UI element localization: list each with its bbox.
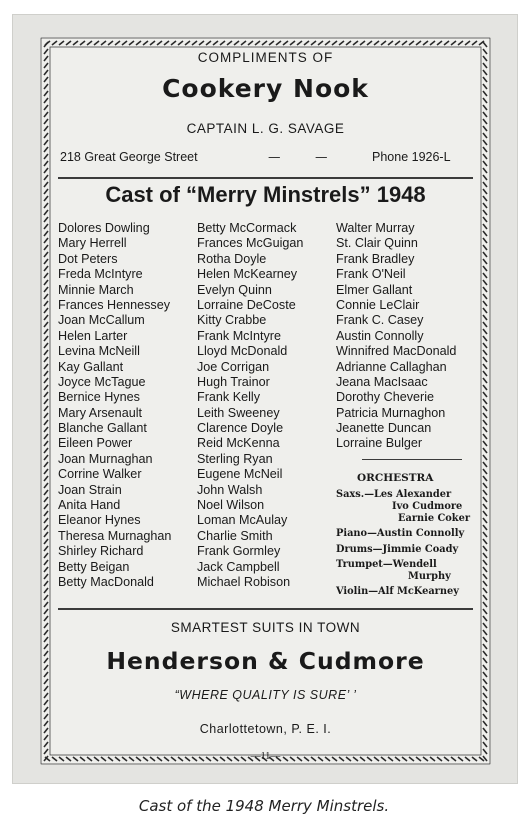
orchestra-trumpet: Trumpet—Wendell [336, 559, 437, 570]
divider-rule [58, 608, 473, 610]
cast-member-name: Frank Gormley [197, 544, 281, 559]
cast-member-name: Blanche Gallant [58, 421, 147, 436]
cast-member-name: Joe Corrigan [197, 359, 270, 374]
cast-member-name: St. Clair Quinn [336, 236, 418, 251]
cast-member-name: Hugh Trainor [197, 374, 270, 389]
cast-member-name: Jeana MacIsaac [336, 374, 428, 389]
cast-member-name: Mary Herrell [58, 236, 127, 251]
cast-member-name: Helen McKearney [197, 267, 298, 282]
cast-member-name: Theresa Murnaghan [58, 528, 172, 543]
sponsor-city: Charlottetown, P. E. I. [199, 722, 332, 736]
cast-member-name: Levina McNeill [58, 344, 140, 359]
cast-member-name: Frank C. Casey [336, 313, 424, 328]
cast-member-name: Charlie Smith [197, 528, 273, 543]
orchestra-violin: Violin—Alf McKearney [336, 586, 459, 597]
page-number: —11— [250, 751, 281, 762]
cast-member-name: John Walsh [197, 482, 263, 497]
cast-member-name: Betty McCormack [197, 221, 297, 235]
cast-member-name: Bernice Hynes [58, 390, 140, 405]
cast-member-name: Loman McAulay [197, 513, 288, 528]
cast-member-name: Eileen Power [58, 436, 133, 451]
cast-member-name: Lloyd McDonald [197, 344, 288, 359]
orchestra-trumpet: Murphy [408, 571, 451, 582]
cast-member-name: Kitty Crabbe [197, 313, 267, 328]
sponsor-name-cookery-nook: Cookery Nook [162, 74, 369, 103]
image-caption: Cast of the 1948 Merry Minstrels. [138, 797, 390, 815]
cast-member-name: Eugene McNeil [197, 467, 283, 482]
orchestra-title: ORCHESTRA [357, 472, 434, 484]
cast-member-name: Connie LeClair [336, 297, 420, 312]
cast-member-name: Minnie March [58, 282, 134, 297]
program-page [40, 37, 491, 765]
separator-dash: — [268, 149, 281, 164]
cast-member-name: Freda McIntyre [58, 267, 143, 282]
orchestra-drums: Drums—Jimmie Coady [336, 544, 459, 555]
cast-member-name: Kay Gallant [58, 359, 124, 374]
cast-member-name: Jack Campbell [197, 559, 280, 574]
cast-member-name: Frances McGuigan [197, 236, 304, 251]
cast-member-name: Austin Connolly [336, 328, 424, 343]
cast-member-name: Adrianne Callaghan [336, 359, 447, 374]
cast-member-name: Joan McCallum [58, 313, 145, 328]
cast-member-name: Jeanette Duncan [336, 421, 432, 436]
cast-member-name: Lorraine DeCoste [197, 297, 296, 312]
cast-member-name: Frank Kelly [197, 390, 260, 405]
cast-member-name: Dot Peters [58, 251, 118, 266]
street-address: 218 Great George Street [60, 150, 198, 164]
cast-member-name: Anita Hand [58, 498, 121, 513]
smartest-suits-heading: SMARTEST SUITS IN TOWN [170, 620, 361, 635]
cast-member-name: Leith Sweeney [197, 405, 280, 420]
cast-member-name: Michael Robison [197, 574, 291, 589]
orchestra-divider [362, 459, 462, 460]
cast-member-name: Joan Strain [58, 482, 122, 497]
cast-member-name: Shirley Richard [58, 544, 144, 559]
cast-member-name: Frank McIntyre [197, 328, 281, 343]
cast-member-name: Mary Arsenault [58, 405, 142, 420]
phone-number: Phone 1926-L [372, 150, 451, 164]
sponsor-motto: “WHERE QUALITY IS SURE’ ’ [174, 688, 357, 702]
cast-column-2 [197, 221, 303, 590]
cast-member-name: Joyce McTague [58, 374, 146, 389]
cast-member-name: Frank O'Neil [336, 267, 406, 282]
cast-member-name: Eleanor Hynes [58, 513, 141, 528]
cast-member-name: Dolores Dowling [58, 221, 150, 235]
cast-member-name: Reid McKenna [197, 436, 280, 451]
separator-dash: — [315, 149, 328, 164]
cast-member-name: Dorothy Cheverie [336, 390, 434, 405]
cast-member-name: Elmer Gallant [336, 282, 413, 297]
cast-member-name: Corrine Walker [58, 467, 142, 482]
cast-member-name: Betty Beigan [58, 559, 130, 574]
orchestra-saxs: Saxs.—Les Alexander [336, 489, 452, 500]
cast-column-3 [336, 221, 456, 452]
captain-name: CAPTAIN L. G. SAVAGE [186, 121, 345, 136]
orchestra-saxs: Ivo Cudmore [392, 501, 463, 512]
cast-member-name: Evelyn Quinn [197, 282, 272, 297]
sponsor-name-henderson-cudmore: Henderson & Cudmore [106, 647, 425, 675]
cast-member-name: Frank Bradley [336, 251, 415, 266]
orchestra-piano: Piano—Austin Connolly [336, 528, 465, 539]
cast-member-name: Rotha Doyle [197, 251, 267, 266]
cast-title: Cast of “Merry Minstrels” 1948 [105, 182, 426, 207]
divider-rule [58, 177, 473, 179]
cast-column-1 [58, 221, 171, 590]
cast-member-name: Betty MacDonald [58, 574, 154, 589]
cast-member-name: Winnifred MacDonald [336, 344, 457, 359]
cast-member-name: Frances Hennessey [58, 297, 170, 312]
cast-member-name: Joan Murnaghan [58, 451, 153, 466]
cast-member-name: Clarence Doyle [197, 421, 284, 436]
cast-member-name: Patricia Murnaghon [336, 405, 446, 420]
cast-member-name: Walter Murray [336, 221, 415, 235]
compliments-heading: COMPLIMENTS OF [197, 50, 334, 65]
orchestra-saxs: Earnie Coker [398, 513, 470, 524]
cast-member-name: Sterling Ryan [197, 451, 273, 466]
cast-member-name: Helen Larter [58, 328, 128, 343]
cast-member-name: Noel Wilson [197, 498, 265, 513]
cast-member-name: Lorraine Bulger [336, 436, 423, 451]
